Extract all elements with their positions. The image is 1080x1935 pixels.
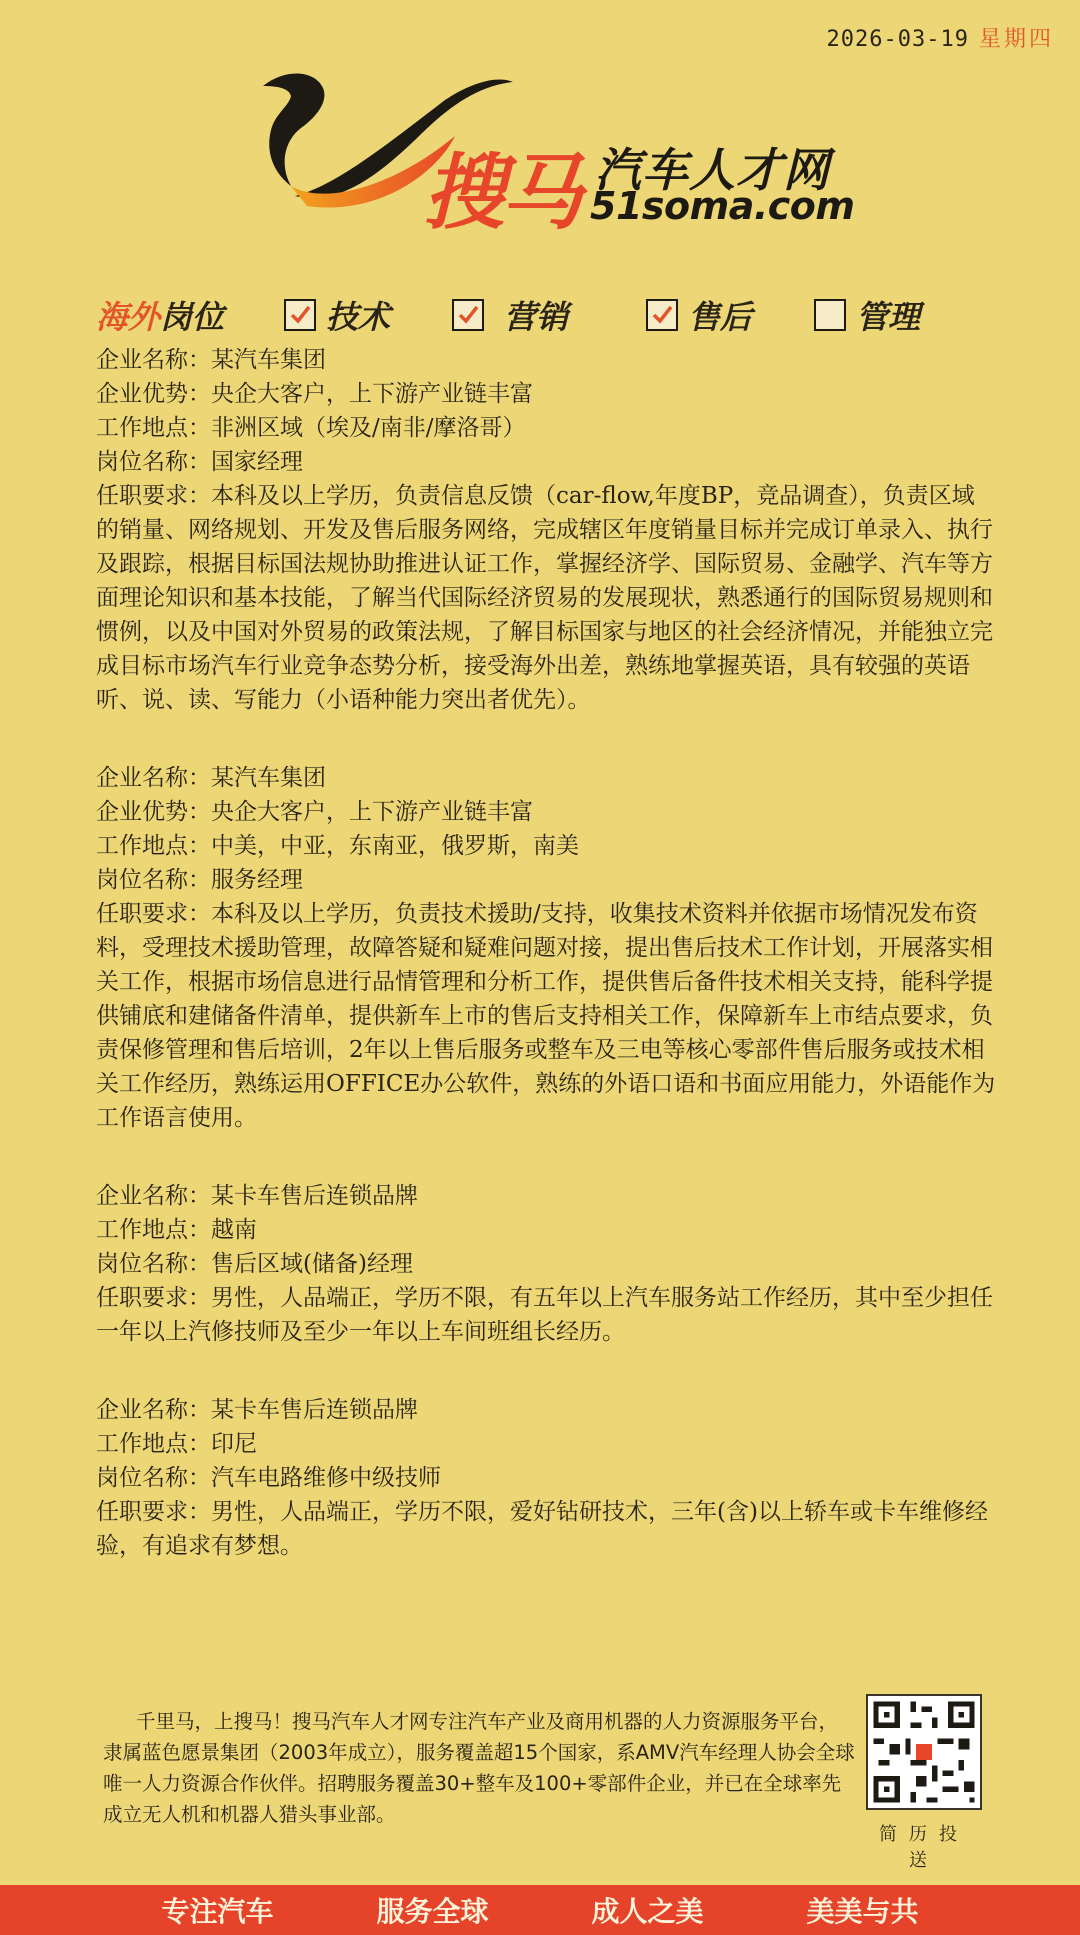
work-location: 工作地点：越南 — [96, 1217, 257, 1243]
site-name-cn: 汽车人才网 — [595, 143, 830, 197]
job-listing — [96, 761, 996, 1135]
company-advantage: 企业优势：央企大客户，上下游产业链丰富 — [96, 381, 533, 407]
category-label: 管理 — [856, 298, 921, 336]
job-list — [96, 343, 996, 1607]
slogan-bar — [0, 1885, 1080, 1935]
company-name: 企业名称：某汽车集团 — [96, 347, 326, 373]
job-title: 岗位名称：汽车电路维修中级技师 — [96, 1465, 441, 1491]
slogan-item: 成人之美 — [591, 1895, 704, 1928]
job-listing — [96, 1393, 996, 1563]
work-location: 工作地点：印尼 — [96, 1431, 257, 1457]
work-location: 工作地点：非洲区域（埃及/南非/摩洛哥） — [96, 415, 526, 441]
job-requirements: 任职要求：本科及以上学历，负责技术援助/支持，收集技术资料并依据市场情况发布资料，受理技术援助管理，故障答疑和疑难问题对接，提出售后技术工作计划，开展落实相关工作，根据市场信息进行品情管理和分析工作，提供售后备件技术相关支持，能科学提供铺底和建储备件清单，提供新车上市的售后支持相关工作，保障新车上市结点要求，负责保修管理和售后培训，2年以上售后服务或整车及三电等核心零部件售后服务或技术相关工作经历，熟练运用OFFICE办公软件，熟练的外语口语和书面应用能力，外语能作为工作语言使用。 — [96, 901, 996, 1131]
checkbox-checked-icon[interactable] — [452, 299, 484, 331]
company-name: 企业名称：某卡车售后连锁品牌 — [96, 1397, 418, 1423]
job-listing — [96, 343, 996, 717]
job-title: 岗位名称：售后区域(储备)经理 — [96, 1251, 413, 1277]
site-domain: 51soma.com — [590, 184, 855, 228]
category-label: 技术 — [326, 298, 391, 336]
date-display — [827, 22, 1054, 53]
job-listing — [96, 1179, 996, 1349]
overseas-label: 海外岗位 — [96, 298, 225, 336]
checkbox-unchecked-icon[interactable] — [814, 299, 846, 331]
category-aftersales[interactable] — [646, 292, 752, 338]
category-filter — [96, 292, 996, 336]
category-label: 售后 — [688, 298, 753, 336]
work-location: 工作地点：中美，中亚，东南亚，俄罗斯，南美 — [96, 833, 579, 859]
qr-code-icon — [868, 1696, 980, 1808]
company-name: 企业名称：某汽车集团 — [96, 765, 326, 791]
slogan-item: 专注汽车 — [161, 1895, 274, 1928]
resume-submit-label[interactable]: 简历投送 — [879, 1824, 969, 1871]
checkbox-checked-icon[interactable] — [284, 299, 316, 331]
job-requirements: 任职要求：男性，人品端正，学历不限，有五年以上汽车服务站工作经历，其中至少担任一年以上汽修技师及至少一年以上车间班组长经历。 — [96, 1285, 993, 1345]
category-tech[interactable] — [284, 292, 390, 338]
job-title: 岗位名称：国家经理 — [96, 449, 303, 475]
brand-name-cn: 搜马 — [423, 146, 579, 241]
qr-code[interactable] — [866, 1694, 982, 1810]
job-title: 岗位名称：服务经理 — [96, 867, 303, 893]
category-label: 营销 — [504, 298, 569, 336]
soma-logo[interactable] — [245, 66, 855, 241]
category-marketing[interactable] — [452, 292, 568, 338]
job-requirements: 任职要求：男性，人品端正，学历不限，爱好钻研技术，三年(含)以上轿车或卡车维修经验，有追求有梦想。 — [96, 1499, 988, 1559]
date-text: 2026-03-19 — [826, 27, 969, 52]
slogan-item: 美美与共 — [806, 1895, 919, 1928]
weekday-text: 星期四 — [978, 27, 1054, 52]
job-requirements: 任职要求：本科及以上学历，负责信息反馈（car-flow,年度BP，竞品调查），负责区域的销量、网络规划、开发及售后服务网络，完成辖区年度销量目标并完成订单录入、执行及跟踪，根据目标国法规协助推进认证工作，掌握经济学、国际贸易、金融学、汽车等方面理论知识和基本技能，了解当代国际经济贸易的发展现状，熟悉通行的国际贸易规则和惯例，以及中国对外贸易的政策法规，了解目标国家与地区的社会经济情况，并能独立完成目标市场汽车行业竞争态势分析，接受海外出差，熟练地掌握英语，具有较强的英语听、说、读、写能力（小语种能力突出者优先）。 — [96, 483, 993, 713]
category-management[interactable] — [814, 292, 920, 338]
checkbox-checked-icon[interactable] — [646, 299, 678, 331]
company-name: 企业名称：某卡车售后连锁品牌 — [96, 1183, 418, 1209]
slogan-item: 服务全球 — [376, 1895, 489, 1928]
company-intro: 千里马，上搜马！搜马汽车人才网专注汽车产业及商用机器的人力资源服务平台，隶属蓝色愿景集团（2003年成立），服务覆盖超15个国家，系AMV汽车经理人协会全球唯一人力资源合作伙伴。招聘服务覆盖30+整车及100+零部件企业，并已在全球率先成立无人机和机器人猎头事业部。 — [103, 1709, 855, 1826]
company-advantage: 企业优势：央企大客户，上下游产业链丰富 — [96, 799, 533, 825]
